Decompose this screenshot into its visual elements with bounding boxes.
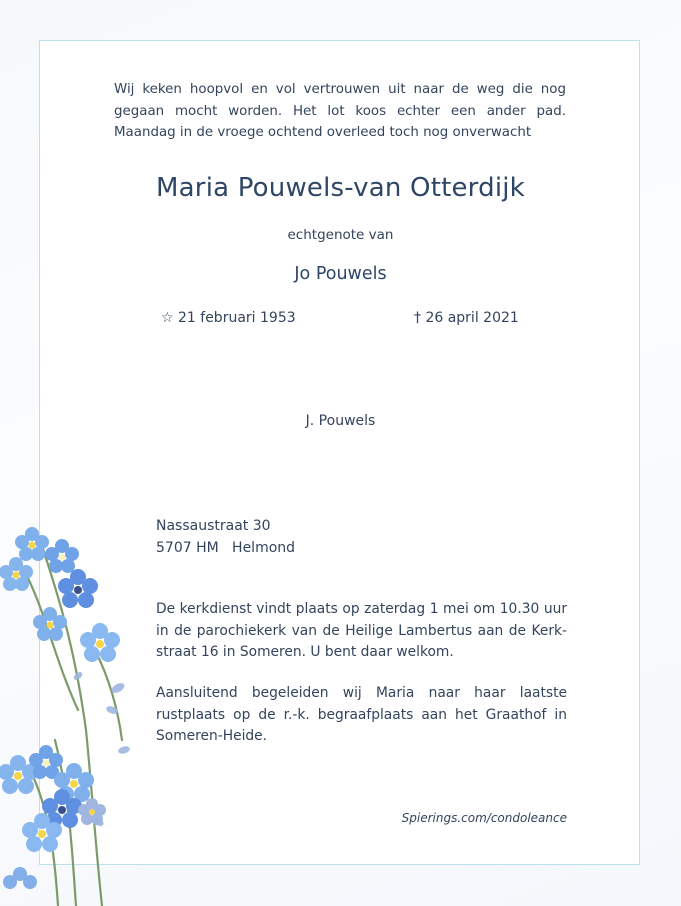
deceased-name: Maria Pouwels-van Otterdijk xyxy=(156,173,525,203)
service-info: De kerkdienst vindt plaats op zaterdag 1 mei om 10.30 uur in de parochiekerk van de Heilige Lambertus aan de Kerk-straat 16 in Someren. U bent daar welkom. xyxy=(156,601,567,660)
intro-text: Wij keken hoopvol en vol vertrouwen uit naar de weg die nog gegaan mocht worden. Het lot koos echter een ander pad. Maandag in de vroege ochtend overleed toch nog onverwacht xyxy=(114,82,566,140)
spouse-name: Jo Pouwels xyxy=(294,264,387,284)
birth-date: ☆ 21 februari 1953 xyxy=(161,310,296,326)
condolence-link[interactable]: Spierings.com/condoleance xyxy=(401,811,567,825)
address-city: 5707 HM Helmond xyxy=(156,539,296,556)
death-date: † 26 april 2021 xyxy=(414,310,519,326)
burial-info: Aansluitend begeleiden wij Maria naar haar laatste rustplaats op de r.-k. begraafplaats aan het Graathof in Someren-Heide. xyxy=(156,685,567,744)
sender-name: J. Pouwels xyxy=(305,413,376,429)
forget-me-not-flowers xyxy=(0,510,150,906)
spouse-label: echtgenote van xyxy=(287,227,394,243)
address xyxy=(156,516,295,559)
address-street: Nassaustraat 30 xyxy=(156,518,271,534)
